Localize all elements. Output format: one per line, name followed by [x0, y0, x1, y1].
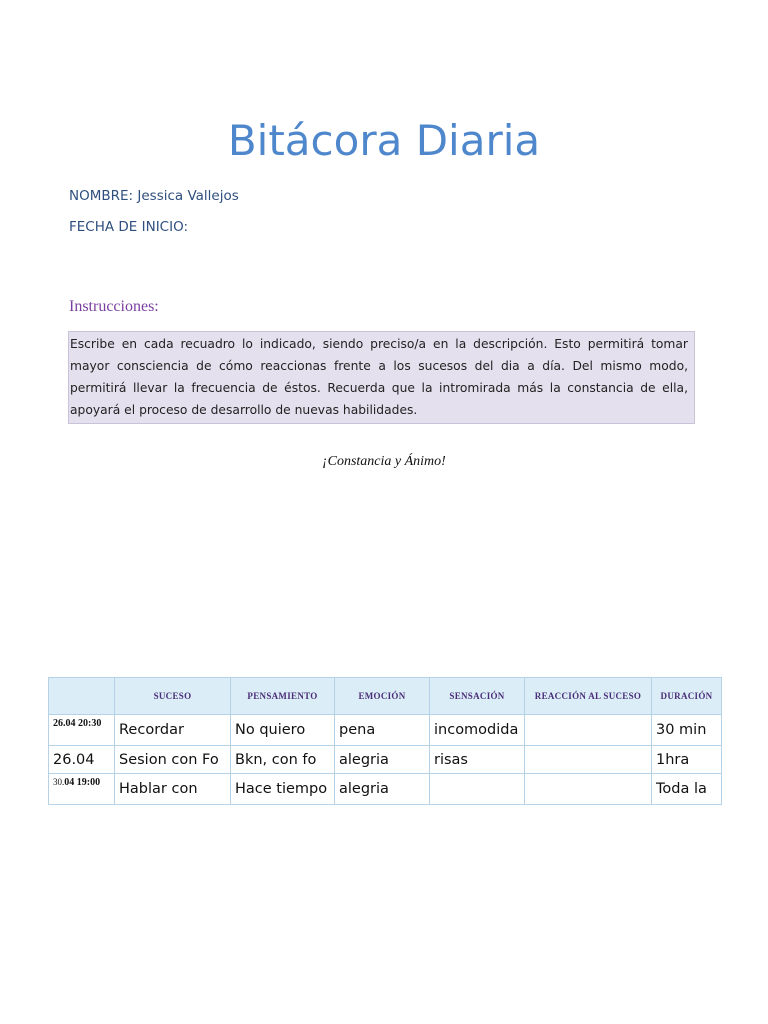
- header-pensamiento: PENSAMIENTO: [231, 678, 335, 715]
- row-duracion: 1hra: [652, 746, 722, 774]
- row-emocion: alegria: [335, 774, 430, 805]
- row-pensamiento: Bkn, con fo: [231, 746, 335, 774]
- instructions-heading: Instrucciones:: [69, 298, 159, 315]
- table-row: [49, 774, 722, 805]
- table-row: [49, 746, 722, 774]
- header-reaccion: REACCIÓN AL SUCESO: [525, 678, 652, 715]
- row-pensamiento: No quiero: [231, 715, 335, 746]
- row-sensacion: [430, 774, 525, 805]
- row-suceso: Hablar con: [115, 774, 231, 805]
- row-reaccion: [525, 774, 652, 805]
- row-reaccion: [525, 746, 652, 774]
- row-date-value: 04 19:00: [64, 777, 101, 788]
- header-suceso: SUCESO: [115, 678, 231, 715]
- row-emocion: alegria: [335, 746, 430, 774]
- row-duracion: Toda la: [652, 774, 722, 805]
- name-field: NOMBRE: Jessica Vallejos: [69, 188, 239, 204]
- start-date-field: FECHA DE INICIO:: [69, 219, 189, 235]
- row-reaccion: [525, 715, 652, 746]
- row-duracion: 30 min: [652, 715, 722, 746]
- header-emocion: EMOCIÓN: [335, 678, 430, 715]
- header-duracion: DURACIÓN: [652, 678, 722, 715]
- row-date-prefix: 30.: [53, 777, 65, 787]
- row-sensacion: incomodida: [430, 715, 525, 746]
- row-suceso: Recordar: [115, 715, 231, 746]
- table-row: [49, 715, 722, 746]
- row-date: 26.04: [49, 746, 115, 774]
- document-title: Bitácora Diaria: [227, 116, 541, 166]
- motto: ¡Constancia y Ánimo!: [322, 454, 446, 469]
- header-sensacion: SENSACIÓN: [430, 678, 525, 715]
- instructions-text: Escribe en cada recuadro lo indicado, siendo preciso/a en la descripción. Esto permitirá tomar mayor consciencia de cómo reaccionas frente a los sucesos del dia a día. Del mismo modo, permitirá llevar la frecuencia de éstos. Recuerda que la intromirada más la constancia de ella, apoyará el proceso de desarrollo de nuevas habilidades.: [68, 331, 695, 424]
- row-date: [49, 774, 115, 805]
- daily-log-table: [48, 677, 722, 805]
- row-emocion: pena: [335, 715, 430, 746]
- table-header-row: [49, 678, 722, 715]
- row-date: 26.04 20:30: [49, 715, 115, 746]
- row-pensamiento: Hace tiempo: [231, 774, 335, 805]
- row-sensacion: risas: [430, 746, 525, 774]
- row-suceso: Sesion con Fo: [115, 746, 231, 774]
- header-date: [49, 678, 115, 715]
